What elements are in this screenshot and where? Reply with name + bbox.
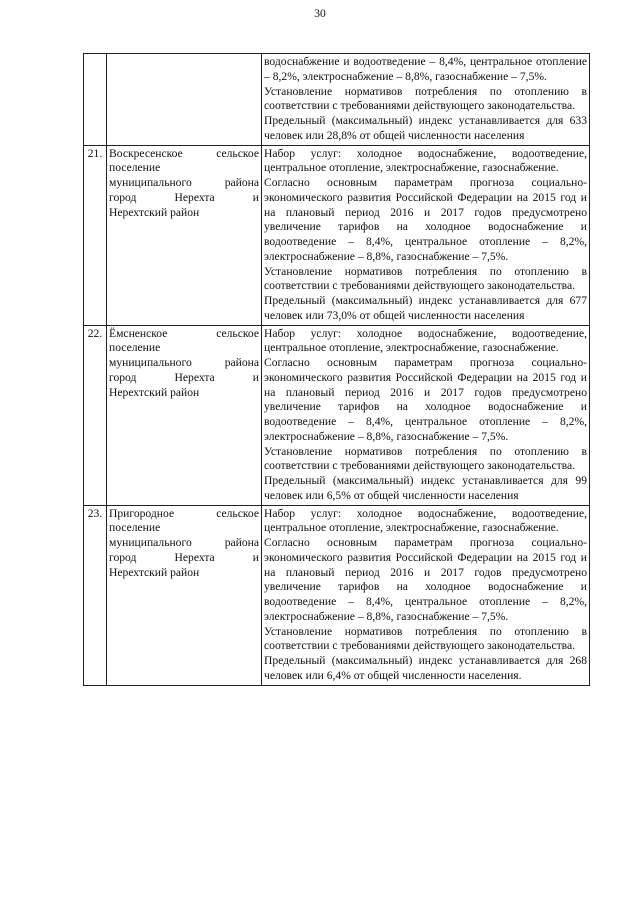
settlement-name-line: город Нерехта и <box>109 370 259 384</box>
services-paragraph: Набор услуг: холодное водоснабжение, водоотведение, центральное отопление, электроснабжение, газоснабжение. <box>264 146 587 175</box>
settlement-name <box>107 325 262 505</box>
row-text <box>262 54 590 146</box>
services-paragraph: Набор услуг: холодное водоснабжение, водоотведение, центральное отопление, электроснабжение, газоснабжение. <box>264 506 587 535</box>
settlement-name-line: Нерехтский район <box>109 565 200 579</box>
row-number <box>84 54 107 146</box>
settlement-name-line: город Нерехта и <box>109 550 259 564</box>
norms-paragraph: Установление нормативов потребления по отоплению в соответствии с требованиями действующего законодательства. <box>264 624 587 653</box>
index-paragraph: Предельный (максимальный) индекс устанавливается для 268 человек или 6,4% от общей численности населения. <box>264 654 587 682</box>
forecast-paragraph: Согласно основным параметрам прогноза социально-экономического развития Российской Федерации на 2015 год и на плановый период 2016 и 2017 годов предусмотрено увеличение тарифов на холодное водоснабжение и водоотведение – 8,4%, центральное отопление – 8,2%, электроснабжение – 8,8%, газоснабжение – 7,5%. <box>264 176 587 263</box>
settlement-name-line: Нерехтский район <box>109 205 200 219</box>
settlement-name-line: Пригородное сельское <box>109 506 259 520</box>
tariff-table <box>83 53 590 686</box>
row-text <box>262 145 590 325</box>
index-paragraph: Предельный (максимальный) индекс устанавливается для 633 человек или 28,8% от общей численности населения <box>264 114 587 142</box>
norms-paragraph: Установление нормативов потребления по отоплению в соответствии с требованиями действующего законодательства. <box>264 84 587 113</box>
index-paragraph: Предельный (максимальный) индекс устанавливается для 677 человек или 73,0% от общей численности населения <box>264 294 587 322</box>
norms-paragraph: Установление нормативов потребления по отоплению в соответствии с требованиями действующего законодательства. <box>264 444 587 473</box>
table-row <box>84 325 590 505</box>
table-row <box>84 54 590 146</box>
settlement-name <box>107 54 262 146</box>
settlement-name-line: поселение <box>109 341 161 355</box>
settlement-name-line: муниципального района <box>109 356 259 369</box>
table-row <box>84 505 590 685</box>
settlement-name-line: поселение <box>109 161 161 175</box>
settlement-name-line: Ёмсненское сельское <box>109 326 259 340</box>
table-row <box>84 145 590 325</box>
settlement-name-line: Воскресенское сельское <box>109 146 259 160</box>
row-number: 23. <box>84 505 107 685</box>
row-number: 22. <box>84 325 107 505</box>
settlement-name-line: Нерехтский район <box>109 385 200 399</box>
settlement-name-line: город Нерехта и <box>109 190 259 204</box>
page-number: 30 <box>314 8 326 20</box>
settlement-name <box>107 145 262 325</box>
services-paragraph: Набор услуг: холодное водоснабжение, водоотведение, центральное отопление, электроснабжение, газоснабжение. <box>264 326 587 355</box>
forecast-paragraph: Согласно основным параметрам прогноза социально-экономического развития Российской Федерации на 2015 год и на плановый период 2016 и 2017 годов предусмотрено увеличение тарифов на холодное водоснабжение и водоотведение – 8,4%, центральное отопление – 8,2%, электроснабжение – 8,8%, газоснабжение – 7,5%. <box>264 356 587 443</box>
row-number: 21. <box>84 145 107 325</box>
row-text <box>262 505 590 685</box>
index-paragraph: Предельный (максимальный) индекс устанавливается для 99 человек или 6,5% от общей численности населения <box>264 474 587 502</box>
tariff-growth-paragraph: водоснабжение и водоотведение – 8,4%, центральное отопление – 8,2%, электроснабжение – 8,8%, газоснабжение – 7,5%. <box>264 55 587 83</box>
settlement-name-line: муниципального района <box>109 176 259 189</box>
norms-paragraph: Установление нормативов потребления по отоплению в соответствии с требованиями действующего законодательства. <box>264 264 587 293</box>
settlement-name-line: поселение <box>109 521 161 535</box>
row-text <box>262 325 590 505</box>
forecast-paragraph: Согласно основным параметрам прогноза социально-экономического развития Российской Федерации на 2015 год и на плановый период 2016 и 2017 годов предусмотрено увеличение тарифов на холодное водоснабжение и водоотведение – 8,4%, центральное отопление – 8,2%, электроснабжение – 8,8%, газоснабжение – 7,5%. <box>264 536 587 623</box>
settlement-name-line: муниципального района <box>109 536 259 549</box>
settlement-name <box>107 505 262 685</box>
